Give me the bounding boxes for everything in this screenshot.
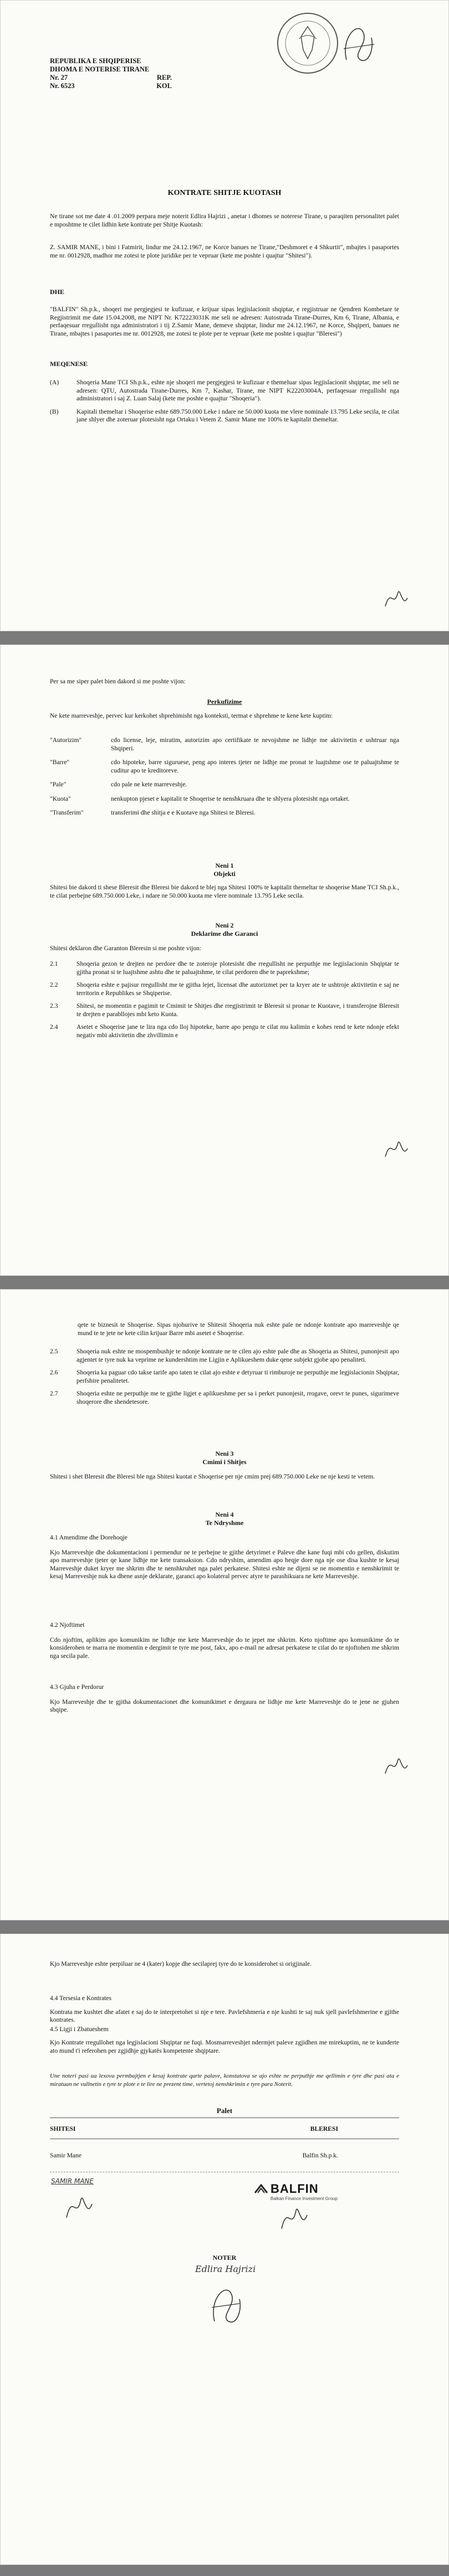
clause-number: 2.1 xyxy=(50,960,58,967)
signatories-labels xyxy=(50,2125,399,2132)
section-4-3 xyxy=(50,1683,399,1714)
recital-b-text: Kapitali themeltar i Shoqerise eshte 689.750.000 Leke i ndare ne 50.000 kuota me vlere nominale 13.795 Leke secila, te cilat jane shlyer dhe zoteruar plotesisht nga Ortaku i Vetem Z. Samir Mane me 100% te kapitalit themeltar. xyxy=(76,408,399,423)
definition-text: cdo license, leje, miratim, autorizim apo certifikate te nevojshme ne lidhje me aktivitetin e ushtruar nga Shqiperi. xyxy=(111,736,399,752)
section-4-3-title: 4.3 Gjuha e Perdorur xyxy=(50,1683,104,1691)
section-4-2 xyxy=(50,1621,399,1660)
definition-item xyxy=(50,809,399,817)
clause-number: 2.7 xyxy=(50,1390,58,1397)
seller-label: SHITESI xyxy=(50,2125,76,2132)
party-buyer-text: "BALFIN" Sh.p.k., shoqeri me pergjegjesi te kufizuar, e krijuar sipas legjislacionit shqiptar, e regjistruar ne Qendren Kombetare te Regjistrimit me date 15.04.2008, me NIPT Nr. K72223031K me seli ne adresen: Autostrada Tirane-Durres, Km 6, Tirane, Albania, e perfaqesuar rregullisht nga administratori i tij Z.Samir Mane, demeve shqiptar, lindur me 24.12.1967, ne Korce, Shqiperi, banues ne Tirane, mbajtes i pasaportes me nr. 0012928, me zotesi te plote per te vepruar (kete me poshte i quajtur "Bleresi") xyxy=(50,306,399,337)
neni4-subheading: Te Ndryshme xyxy=(205,1519,244,1527)
party-seller-text: Z. SAMIR MANE, i bini i Fatmirit, lindur me 24.12.1967, ne Korce banues ne Tirane,"Deshmoret e 4 Shkurtit", mbajtes i pasaportes me nr. 0012928, madhor me zotesi te plote juridike per te vepruar (kete me poshte i quajtur "Shitesi"). xyxy=(50,244,399,259)
notary-statement xyxy=(50,2072,399,2088)
balfin-logo-text: BALFIN xyxy=(271,2182,319,2196)
clause-number: 2.3 xyxy=(50,1002,58,1009)
recital-a-label: (A) xyxy=(50,379,59,386)
agreement-intro: Per sa me siper palet bien dakord si me poshte vijon: xyxy=(50,678,186,685)
section-4-2-text: Cdo njoftim, aplikim apo komunikim ne lidhje me kete Marreveshje do te jepet me shkrim. Keto njoftime apo komunikime do te konsiderohen te marra ne momentin e dergimit te tyre me post, fakx, apo e-mail ne adresat perkatese te cilat do te njoftohen me shkrim nga secila pale. xyxy=(50,1636,399,1660)
recital-a xyxy=(50,379,399,403)
neni1-text: Shitesi bie dakord ti shese Bleresit dhe Bleresi bie dakord te blej nga Shitesi 100% te kapitalit themeltar te shoqerise Mane TCI Sh.p.k., te cilat perbejne 689.750.000 Leke, i ndare ne 50.000 kuota me vlere nominale 13.795 Leke secila. xyxy=(50,884,399,899)
neni1-heading: Neni 1 xyxy=(215,862,234,869)
notary-stamp xyxy=(274,10,341,79)
definition-term: "Autorizim" xyxy=(50,736,82,744)
clause-number: 2.6 xyxy=(50,1369,58,1376)
seller-signature xyxy=(62,2187,95,2229)
seller-name: Samir Mane xyxy=(50,2152,81,2159)
section-4-3-text: Kjo Marreveshje dhe te gjitha dokumentacionet dhe komunikimet e dergaura ne lidhje me kete Marreveshje do te jene ne gjuhen shqipe. xyxy=(50,1698,399,1713)
section-4-4 xyxy=(50,1995,399,2033)
meqenese-heading: MEQENESE xyxy=(50,360,88,368)
neni2-intro-text: Shitesi deklaron dhe Garanton Bleresin si me poshte vijon: xyxy=(50,945,202,952)
definition-item xyxy=(50,795,399,803)
kol-number: Nr. 6523 xyxy=(50,82,75,90)
intro-paragraph xyxy=(50,213,399,229)
clause-number: 2.4 xyxy=(50,1023,58,1031)
rep-number: Nr. 27 xyxy=(50,74,68,81)
page-2 xyxy=(0,645,449,1276)
neni3-body xyxy=(50,1473,399,1481)
buyer-name: Balfin Sh.p.k. xyxy=(302,2152,338,2159)
section-4-1-text: Kjo Marreveshje dhe dokumentacioni i permendur ne te perbejne te gjithe detyrimet e Paleve dhe kane fuqi mbi cdo gellen, diskutim apo marreveshje tjeter qe kane lidhje me kete transaksion. Cdo ndryshim, amendim apo heqje dore nga nje ose disa kushte te kesaj Marreveshje duket kryer me shkrim dhe te nenshkruhet nga palet perkatese. Shitesi eshte ne dijeni se ne momentin e nenshkrimit te kesaj Marreveshje nuk ka dhene asnje deklarate, garanci apo kolateral pervec atyre te parashikuara ne kete Marreveshje. xyxy=(50,1548,399,1580)
noter-signature xyxy=(206,2277,245,2330)
clause-item xyxy=(50,1369,399,1385)
contract-title: KONTRATE SHITJE KUOTASH xyxy=(167,189,282,197)
page-3-continuation xyxy=(78,1321,399,1337)
clause-item xyxy=(50,1390,399,1406)
rep-label: REP. xyxy=(157,74,172,81)
clause-text: Asetet e Shoqerise jane te lira nga cdo lloj hipoteke, barre apo pengu te cilat mu kalimin e kohes rend te kete ndonje efekt negativ mbi aktivitetin dhe zhvillimin e xyxy=(76,1023,399,1039)
page-1 xyxy=(0,0,449,631)
clause-text: Shoqeria eshte ne perputhje me te gjithe ligjet e aplikueshme per sa i perket punonjesit, rrogave, orevr te punes, sigurimeve shoqerore dhe shendetesore. xyxy=(76,1390,399,1405)
buyer-signature xyxy=(277,2198,310,2240)
definition-term: "Kuota" xyxy=(50,795,71,802)
initials-page-3 xyxy=(382,1749,410,1785)
recital-b-label: (B) xyxy=(50,408,59,415)
page-3 xyxy=(0,1289,449,1920)
definition-item xyxy=(50,759,399,775)
section-4-5-title: 4.5 Ligji i Zbatueshem xyxy=(50,2025,109,2033)
kol-label: KOL xyxy=(156,82,172,90)
neni2-clauses-cont xyxy=(50,1348,399,1411)
definition-text: cdo hipoteke, barre siguruese, peng apo interes tjeter ne lidhje me pronat te luajtshme ose te paluajtshme te cuditur apo te kreditoreve. xyxy=(111,759,399,774)
page-4 xyxy=(0,1934,449,2565)
clause-text: Shitesi, ne momentin e pagimit te Cmimit te Shitjes dhe rregjistrimit te Bleresit si pronar te Kuotave, i transferojne Bleresit te drejten e parabllojes mbi keto Kuota. xyxy=(76,1002,399,1018)
neni3-text: Shitesi i shet Bleresit dhe Bleresi ble nga Shitesi kuotat e Shoqerise per nje cmim prej 689.750.000 Leke ne nje kesti te vetem. xyxy=(50,1473,375,1480)
section-4-4-title: 4.4 Tersesia e Kontrates xyxy=(50,1995,112,2002)
initials-page-2 xyxy=(382,1132,410,1168)
header-chamber: DHOMA E NOTERISE TIRANE xyxy=(50,65,150,73)
perkufizime-intro xyxy=(50,712,399,720)
definition-term: "Transferim" xyxy=(50,809,84,816)
neni2-intro xyxy=(50,945,399,953)
recitals xyxy=(50,379,399,429)
party-seller xyxy=(50,244,399,260)
party-buyer xyxy=(50,306,399,338)
signatories-names xyxy=(50,2152,399,2159)
palet-heading: Palet xyxy=(216,2106,233,2115)
header-republic: REPUBLIKA E SHQIPERISE xyxy=(50,57,141,65)
definition-term: "Pale" xyxy=(50,781,67,788)
definition-text: cdo pale ne kete marreveshje. xyxy=(111,781,187,788)
copies-text: Kjo Marreveshje eshte perpiluar ne 4 (kater) kopje dhe secilaprej tyre do te konsiderohet si origjinale. xyxy=(50,1960,312,1967)
continuation-text: qete te biznesit te Shoqerise. Sipas njohurive te Shitesit Shoqeria nuk eshte pale ne ndonje kontrate apo marreveshje qe mund te te jete ne kete cilin krijuar Barre mbi asetet e Shoqerise. xyxy=(78,1321,399,1337)
clause-text: Shoqeria eshte e pajisur rregullisht me te gjitha lejet, licensat dhe autorizmet per ta kryer ate te ushtroje aktivitetin e saj ne territorin e Republikes se Shqiperise. xyxy=(76,981,399,997)
clause-text: Shoqeria ka paguar cdo takse tarife apo taten te cilat ajo eshte e detyruar ti rimburoje ne perputhje me legjislacionin Shqiptar, perfshire penalitetet. xyxy=(76,1369,399,1384)
dhe-heading: DHE xyxy=(50,288,65,296)
noter-signature-name: Edlira Hajrizi xyxy=(195,2264,256,2274)
definition-text: nenkupton pjeset e kapitalit te Shoqerise te nenshkruara dhe te shlyera plotesisht nga ortaket. xyxy=(111,795,350,802)
clause-item xyxy=(50,1348,399,1364)
definition-term: "Barre" xyxy=(50,759,70,766)
clause-item xyxy=(50,1002,399,1018)
palet-divider xyxy=(50,2114,399,2121)
definition-item xyxy=(50,781,399,789)
clause-text: Shoqeria nuk eshte ne mospembushje te ndonje kontrate ne te cilen ajo eshte pale dhe as Shoqeria as Shitesi, punonjesit apo agjentet te tyre nuk ka veprime ne kundershtim me Ligjin e Aplikueshem duke qene subjekt gjobe apo penaliteti. xyxy=(76,1348,399,1363)
section-4-5 xyxy=(50,2039,399,2055)
neni2-heading: Neni 2 xyxy=(215,921,234,929)
neni3-heading: Neni 3 xyxy=(215,1450,234,1457)
definition-text: transferimi dhe shitja e e Kuotave nga Shitesi te Bleresi. xyxy=(111,809,256,816)
neni4-heading: Neni 4 xyxy=(215,1511,234,1518)
signature-line-divider xyxy=(50,2168,399,2176)
initials-page-1 xyxy=(382,581,410,617)
neni3-subheading: Cmimi i Shitjes xyxy=(202,1458,247,1466)
neni1-subheading: Objekti xyxy=(213,870,236,878)
section-4-4-text: Kontrata me kushtet dhe afatet e saj do te interpretohet si nje e tere. Pavlefshmeria e nje kushti te saj nuk sjell pavlefshmerine e gjithe kontrates. xyxy=(50,2008,399,2023)
rep-line xyxy=(50,74,172,82)
noter-label: NOTER xyxy=(212,2254,237,2261)
section-4-5-text: Kjo Kontrate rregullohet nga legjislacioni Shqiptar ne fuqi. Mosmarreveshjet ndermjet paleve zgjidhen me mirekuptim, ne te kunderte ato mund t'i referohen per zgjidhje gjykatës kompetente shqiptare. xyxy=(50,2039,399,2054)
clause-text: Shoqeria gezon te drejten ne perdore dhe te zoteroje plotesisht dhe rregullisht ne perputhje me legjislacionin Shqiptar te gjitha pronat si te luajtshme ashtu dhe te paluajtshme, te cilat perdoren dhe te paprekshme; xyxy=(76,960,399,976)
page-2-intro xyxy=(50,678,399,686)
clause-item xyxy=(50,960,399,976)
intro-text: Ne tirane sot me date 4 .01.2009 perpara meje noterit Edlira Hajrizi , anetar i dhomes se noterese Tirane, u paraqiten personalitet palet e mposhtme te cilet lidhin kete kontrate per Shitje Kuotash: xyxy=(50,213,399,228)
clause-number: 2.5 xyxy=(50,1348,58,1355)
neni2-clauses xyxy=(50,960,399,1044)
section-4-1-title: 4.1 Amendime dhe Dorehoqje xyxy=(50,1534,127,1541)
clause-item xyxy=(50,981,399,997)
kol-line xyxy=(50,82,172,90)
recital-a-text: Shoqeria Mane TCI Sh.p.k., eshte nje shoqeri me pergjegjesi te kufizuar e themeluar sipas legjislacionit shqiptar, me seli ne adresen: QTU, Autostrada Tirane-Durres, Km 7, Kashar, Tirane, me NIPT K22203004A, perfaqesuar rregullisht nga administratori i saj Z. Luan Salaj (kete me poshte e quajtur "Shoqeria"). xyxy=(76,379,399,402)
buyer-label: BLERESI xyxy=(310,2125,338,2132)
seller-handwritten-name: SAMIR MANE xyxy=(51,2177,94,2185)
clause-item xyxy=(50,1023,399,1039)
definitions-list xyxy=(50,736,399,823)
clause-number: 2.2 xyxy=(50,981,58,988)
perkufizime-heading: Perkufizime xyxy=(207,698,242,705)
balfin-logo-subtitle: Balkan Finance Investment Group xyxy=(271,2196,338,2201)
notary-signature-header xyxy=(335,16,380,71)
page-4-intro xyxy=(50,1960,399,1969)
recital-b xyxy=(50,408,399,424)
balfin-logo-mark xyxy=(254,2183,268,2195)
section-4-2-title: 4.2 Njoftimet xyxy=(50,1621,85,1629)
section-4-1 xyxy=(50,1534,399,1581)
neni2-subheading: Deklarime dhe Garanci xyxy=(191,930,258,937)
perkufizime-intro-text: Ne kete marreveshje, pervec kur kerkohet shprehimisht nga konteksti, termat e shprehme te kene kete kuptim: xyxy=(50,712,333,719)
signatories-divider xyxy=(50,2135,399,2142)
notary-statement-text: Une noteri pasi ua lexova permbajtjen e kesaj kontrate qarte palave, konstatova se ajo eshte ne perputhje me qellimin e tyre dhe pasi ata e miratuan ne vullnetin e tyre te plote e te lire ne prezent time, vertetoj nenshkrimin e tyre para Noterit. xyxy=(50,2073,399,2088)
definition-item xyxy=(50,736,399,753)
neni1-body xyxy=(50,884,399,900)
